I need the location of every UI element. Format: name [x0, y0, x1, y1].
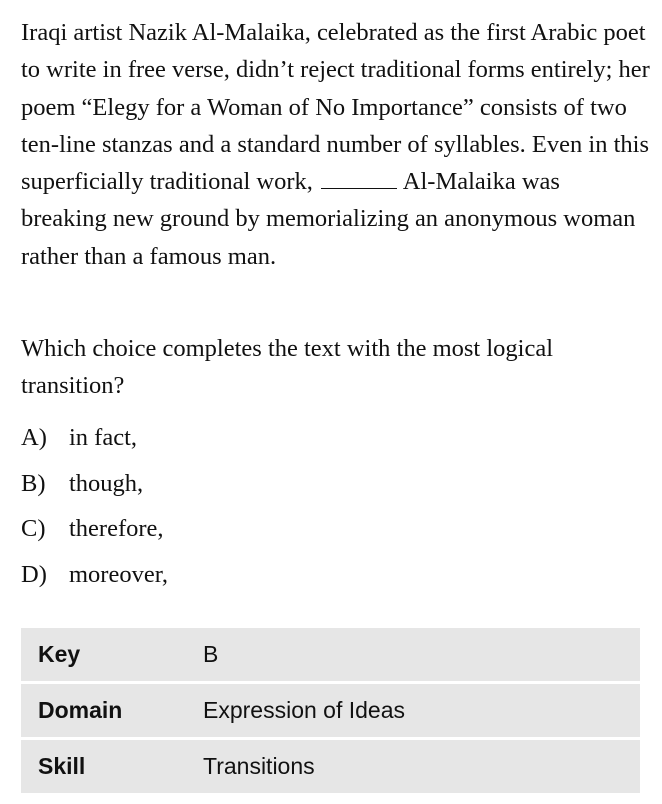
choice-c[interactable]	[21, 510, 168, 556]
choice-letter: B)	[21, 469, 46, 497]
question-prompt: Which choice completes the text with the most logical transition?	[21, 335, 554, 400]
table-row-skill	[21, 740, 640, 793]
choice-letter: A)	[21, 424, 47, 451]
answer-choices	[21, 419, 168, 601]
choice-text: though,	[69, 469, 144, 497]
passage-after-blank: Al-Malaika was breaking new ground by memorializing an anonymous woman rather than a famous man.	[21, 168, 636, 270]
choice-text: moreover,	[69, 560, 169, 588]
choice-letter: C)	[21, 515, 46, 542]
table-row-domain	[21, 684, 640, 740]
key-value: B	[203, 628, 640, 684]
answer-blank	[321, 169, 397, 189]
choice-a[interactable]	[21, 419, 168, 465]
choice-text: in fact,	[69, 424, 138, 451]
choice-letter: D)	[21, 560, 47, 588]
table-row-key	[21, 628, 640, 684]
domain-value: Expression of Ideas	[203, 684, 640, 740]
question-info-table	[21, 628, 640, 793]
skill-value: Transitions	[203, 753, 315, 779]
passage-text	[21, 14, 651, 275]
choice-b[interactable]	[21, 465, 168, 511]
domain-label: Domain	[21, 684, 203, 740]
choice-text: therefore,	[69, 515, 164, 542]
choice-d[interactable]	[21, 556, 168, 602]
skill-label: Skill	[38, 753, 86, 779]
key-label: Key	[21, 628, 203, 684]
passage-before-blank: Iraqi artist Nazik Al-Malaika, celebrated as the first Arabic poet to write in free verse, didn’t reject traditional forms entirely; her poem “Elegy for a Woman of No Importance” consists of two ten-line stanzas and a standard number of syllables. Even in this superficially traditional work,	[21, 19, 650, 196]
